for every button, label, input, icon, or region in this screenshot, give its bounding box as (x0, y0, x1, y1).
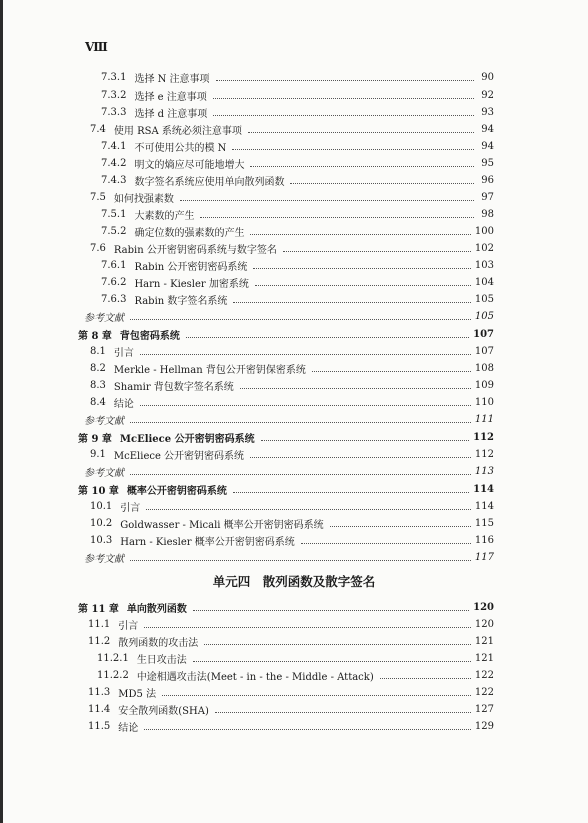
chapter-title: 概率公开密钥密码系统 (126, 485, 227, 497)
toc-row-11-3[interactable] (88, 683, 494, 701)
toc-row-7-6-2[interactable] (101, 273, 494, 291)
entry-page: 121 (474, 652, 494, 664)
entry-page: 127 (474, 703, 494, 715)
leader-dots (140, 354, 471, 355)
entry-page: 114 (474, 500, 494, 512)
entry-title: 散列函数的攻击法 (118, 637, 199, 649)
leader-dots (146, 509, 471, 510)
toc-row-11-5[interactable] (88, 717, 494, 735)
entry-title: 安全散列函数(SHA) (118, 705, 209, 717)
page-number: Ⅷ (85, 40, 107, 54)
leader-dots (250, 457, 471, 458)
leader-dots (144, 729, 471, 730)
leader-dots (200, 217, 474, 218)
toc-row-7-6-3[interactable] (101, 290, 494, 308)
toc-row-8-3[interactable] (90, 376, 494, 394)
entry-page: 97 (481, 191, 494, 203)
scan-edge (0, 0, 3, 823)
entry-number: 8.3 (90, 379, 106, 391)
entry-number: 11.2.1 (97, 652, 129, 664)
toc-row-11-2-2[interactable] (97, 666, 494, 684)
entry-page: 122 (474, 686, 494, 698)
toc-row-7-4-1[interactable] (101, 137, 494, 155)
entry-number: 7.4.2 (101, 157, 127, 169)
toc-row-references-7[interactable] (84, 307, 494, 325)
entry-title: 中途相遇攻击法(Meet - in - the - Middle - Attack) (136, 671, 374, 683)
toc-row-7-5-1[interactable] (101, 205, 494, 223)
entry-title: 大素数的产生 (134, 210, 195, 222)
toc-row-references-9[interactable] (84, 462, 494, 480)
leader-dots (250, 234, 470, 235)
entry-title: Goldwasser - Micali 概率公开密钥密码系统 (120, 519, 324, 531)
leader-dots (248, 132, 474, 133)
entry-page: 103 (474, 259, 494, 271)
entry-title: 不可使用公共的模 N (134, 142, 227, 154)
entry-page: 113 (474, 465, 494, 477)
entry-page: 112 (474, 448, 494, 460)
entry-number: 7.6.1 (101, 259, 127, 271)
toc-row-chapter-11[interactable] (78, 598, 494, 616)
toc-row-chapter-9[interactable] (78, 428, 494, 446)
entry-number: 11.5 (88, 720, 111, 732)
entry-number: 7.4 (90, 123, 106, 135)
entry-page: 116 (474, 534, 494, 546)
toc-row-11-4[interactable] (88, 700, 494, 718)
unit-heading: 单元四 散列函数及散字签名 (212, 574, 376, 589)
leader-dots (240, 388, 471, 389)
entry-title: 确定位数的强素数的产生 (134, 227, 245, 239)
entry-title: 生日攻击法 (136, 654, 187, 666)
entry-number: 8.1 (90, 345, 106, 357)
entry-page: 109 (474, 379, 494, 391)
entry-page: 96 (481, 174, 494, 186)
toc-row-7-3-3[interactable] (101, 103, 494, 121)
leader-dots (301, 543, 471, 544)
chapter-number: 第 10 章 (78, 485, 119, 497)
entry-page: 100 (474, 225, 494, 237)
chapter-title: 单向散列函数 (126, 603, 187, 615)
entry-number: 7.3.3 (101, 106, 127, 118)
leader-dots (213, 98, 474, 99)
entry-title: Rabin 数字签名系统 (134, 295, 228, 307)
entry-number: 7.6 (90, 242, 106, 254)
entry-page: 115 (474, 517, 494, 529)
entry-number: 11.4 (88, 703, 111, 715)
leader-dots (130, 474, 471, 475)
leader-dots (193, 661, 471, 662)
entry-title: 数字签名系统应使用单向散列函数 (134, 176, 285, 188)
entry-number: 7.5.1 (101, 208, 127, 220)
entry-title: 参考文献 (84, 467, 124, 479)
toc-row-11-1[interactable] (88, 615, 494, 633)
entry-title: 选择 N 注意事项 (134, 73, 210, 85)
entry-page: 108 (474, 362, 494, 374)
entry-title: 参考文献 (84, 553, 124, 565)
toc-row-10-1[interactable] (90, 497, 494, 515)
toc-row-chapter-10[interactable] (78, 480, 494, 498)
leader-dots (253, 268, 471, 269)
toc-row-8-4[interactable] (90, 393, 494, 411)
entry-page: 122 (474, 669, 494, 681)
entry-page: 120 (473, 601, 494, 613)
entry-title: Rabin 公开密钥密码系统与数字签名 (113, 244, 277, 256)
entry-title: 引言 (113, 347, 134, 359)
entry-page: 94 (481, 123, 494, 135)
entry-title: 选择 e 注意事项 (134, 91, 207, 103)
leader-dots (215, 712, 471, 713)
entry-title: 参考文献 (84, 312, 124, 324)
entry-page: 93 (481, 106, 494, 118)
entry-page: 112 (473, 431, 494, 443)
leader-dots (140, 405, 471, 406)
leader-dots (330, 526, 471, 527)
leader-dots (162, 695, 471, 696)
entry-number: 10.3 (90, 534, 113, 546)
leader-dots (290, 183, 474, 184)
leader-dots (312, 371, 471, 372)
leader-dots (233, 492, 469, 493)
entry-page: 98 (481, 208, 494, 220)
toc-row-7-6[interactable] (90, 239, 494, 257)
toc-row-7-6-1[interactable] (101, 256, 494, 274)
entry-number: 7.3.2 (101, 89, 127, 101)
entry-title: 结论 (113, 398, 134, 410)
entry-number: 9.1 (90, 448, 106, 460)
entry-number: 7.3.1 (101, 71, 127, 83)
leader-dots (380, 678, 471, 679)
toc-row-11-2-1[interactable] (97, 649, 494, 667)
entry-number: 11.3 (88, 686, 111, 698)
toc-row-references-10[interactable] (84, 548, 494, 566)
leader-dots (144, 627, 471, 628)
entry-number: 7.5 (90, 191, 106, 203)
toc-row-7-3-1[interactable] (101, 68, 494, 86)
entry-page: 117 (474, 551, 494, 563)
toc-row-8-2[interactable] (90, 359, 494, 377)
entry-number: 7.6.3 (101, 293, 127, 305)
toc-row-8-1[interactable] (90, 342, 494, 360)
chapter-number: 第 11 章 (78, 603, 119, 615)
entry-title: 明文的熵应尽可能地增大 (134, 159, 245, 171)
entry-title: 引言 (118, 620, 139, 632)
entry-title: 参考文献 (84, 415, 124, 427)
entry-title: Shamir 背包数字签名系统 (113, 381, 234, 393)
entry-number: 7.6.2 (101, 276, 127, 288)
leader-dots (261, 440, 470, 441)
leader-dots (216, 80, 474, 81)
entry-page: 104 (474, 276, 494, 288)
leader-dots (180, 200, 474, 201)
entry-page: 102 (474, 242, 494, 254)
leader-dots (193, 610, 469, 611)
toc-row-7-5-2[interactable] (101, 222, 494, 240)
toc-row-7-3-2[interactable] (101, 86, 494, 104)
entry-title: Harn - Kiesler 概率公开密钥密码系统 (120, 536, 295, 548)
entry-number: 11.2 (88, 635, 111, 647)
entry-number: 7.5.2 (101, 225, 127, 237)
entry-title: Merkle - Hellman 背包公开密钥保密系统 (113, 364, 306, 376)
entry-number: 7.4.3 (101, 174, 127, 186)
entry-number: 11.1 (88, 618, 111, 630)
toc-row-7-4-3[interactable] (101, 171, 494, 189)
entry-page: 105 (474, 293, 494, 305)
toc-row-7-4-2[interactable] (101, 154, 494, 172)
entry-title: MD5 法 (118, 688, 157, 700)
chapter-title: McEliece 公开密钥密码系统 (119, 433, 255, 445)
entry-number: 8.2 (90, 362, 106, 374)
entry-page: 114 (473, 483, 494, 495)
toc-row-chapter-8[interactable] (78, 325, 494, 343)
leader-dots (186, 337, 469, 338)
leader-dots (233, 302, 471, 303)
entry-number: 7.4.1 (101, 140, 127, 152)
toc-row-7-5[interactable] (90, 188, 494, 206)
toc-row-7-4[interactable] (90, 120, 494, 138)
entry-title: 选择 d 注意事项 (134, 108, 208, 120)
entry-title: Harn - Kiesler 加密系统 (134, 278, 249, 290)
chapter-number: 第 8 章 (78, 330, 112, 342)
entry-page: 129 (474, 720, 494, 732)
leader-dots (250, 166, 474, 167)
toc-row-9-1[interactable] (90, 445, 494, 463)
entry-page: 95 (481, 157, 494, 169)
leader-dots (232, 149, 474, 150)
entry-page: 111 (474, 413, 494, 425)
toc-row-references-8[interactable] (84, 410, 494, 428)
leader-dots (130, 422, 471, 423)
chapter-title: 背包密码系统 (119, 330, 180, 342)
toc-row-10-3[interactable] (90, 531, 494, 549)
leader-dots (204, 644, 471, 645)
leader-dots (130, 319, 471, 320)
entry-number: 11.2.2 (97, 669, 129, 681)
entry-page: 110 (474, 396, 494, 408)
toc-row-11-2[interactable] (88, 632, 494, 650)
entry-number: 10.2 (90, 517, 113, 529)
entry-number: 10.1 (90, 500, 113, 512)
entry-page: 120 (474, 618, 494, 630)
toc-row-10-2[interactable] (90, 514, 494, 532)
entry-page: 121 (474, 635, 494, 647)
entry-page: 105 (474, 310, 494, 322)
entry-page: 92 (481, 89, 494, 101)
entry-title: 引言 (120, 502, 141, 514)
entry-page: 94 (481, 140, 494, 152)
entry-page: 90 (481, 71, 494, 83)
entry-number: 8.4 (90, 396, 106, 408)
chapter-number: 第 9 章 (78, 433, 112, 445)
leader-dots (283, 251, 471, 252)
entry-title: Rabin 公开密钥密码系统 (134, 261, 248, 273)
entry-title: 使用 RSA 系统必须注意事项 (113, 125, 242, 137)
leader-dots (130, 560, 471, 561)
entry-page: 107 (474, 345, 494, 357)
entry-title: McEliece 公开密钥密码系统 (113, 450, 245, 462)
entry-page: 107 (473, 328, 494, 340)
leader-dots (255, 285, 471, 286)
entry-title: 如何找强素数 (113, 193, 174, 205)
entry-title: 结论 (118, 722, 139, 734)
leader-dots (213, 115, 474, 116)
